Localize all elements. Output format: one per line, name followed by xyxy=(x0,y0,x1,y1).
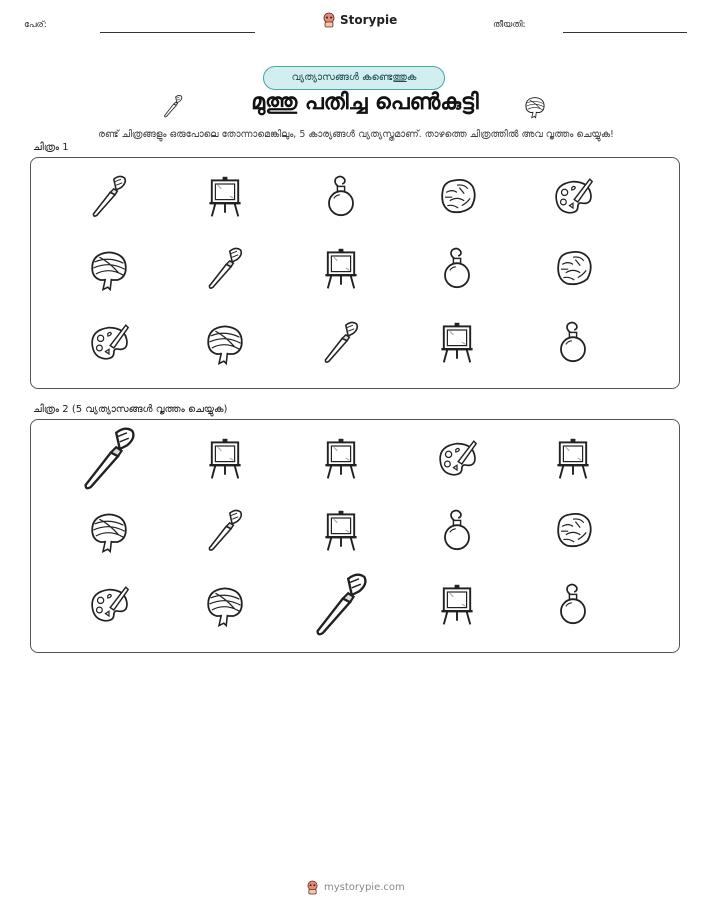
storypie-mascot-icon xyxy=(322,12,336,28)
pearl-icon xyxy=(433,244,481,292)
instructions: രണ്ട് ചിത്രങ്ങളും ഒരുപോലെ തോന്നാമെങ്കിലും, 5 കാര്യങ്ങൾ വ്യത്യസ്തമാണ്. താഴത്തെ ചിത്രത്തിൽ അവ വൃത്തം ചെയ്യുക! xyxy=(98,129,614,140)
brush-large-icon[interactable] xyxy=(73,422,145,494)
palette-icon[interactable] xyxy=(433,434,481,482)
storypie-mascot-icon xyxy=(306,880,319,895)
picture2-label: ചിത്രം 2 (5 വ്യത്യാസങ്ങൾ വൃത്തം ചെയ്യുക) xyxy=(33,404,228,415)
palette-icon xyxy=(85,318,133,366)
footer xyxy=(306,880,405,895)
easel-icon[interactable] xyxy=(317,506,365,554)
easel-icon[interactable] xyxy=(433,580,481,628)
rock-icon[interactable] xyxy=(549,506,597,554)
brush-icon xyxy=(85,172,133,220)
picture1-label: ചിത്രം 1 xyxy=(33,142,69,153)
easel-icon[interactable] xyxy=(201,434,249,482)
easel-icon xyxy=(317,244,365,292)
palette-icon[interactable] xyxy=(85,580,133,628)
palette-icon xyxy=(549,172,597,220)
rock-icon xyxy=(549,244,597,292)
turban-icon xyxy=(201,318,249,366)
brush-icon[interactable] xyxy=(201,506,249,554)
pearl-icon[interactable] xyxy=(549,580,597,628)
easel-icon[interactable] xyxy=(317,434,365,482)
footer-site: mystorypie.com xyxy=(324,882,405,893)
storypie-logo xyxy=(322,12,397,28)
brush-large-icon[interactable] xyxy=(305,568,377,640)
date-field[interactable] xyxy=(563,32,687,33)
pearl-icon xyxy=(549,318,597,366)
easel-icon xyxy=(433,318,481,366)
pearl-icon[interactable] xyxy=(433,506,481,554)
worksheet-type-badge: വ്യത്യാസങ്ങൾ കണ്ടെത്തുക xyxy=(263,66,445,90)
easel-icon[interactable] xyxy=(549,434,597,482)
worksheet-title: മുത്തു പതിച്ച പെൺകുട്ടി xyxy=(251,90,479,115)
rock-icon xyxy=(433,172,481,220)
turban-icon xyxy=(85,244,133,292)
brand-name: Storypie xyxy=(340,13,398,27)
turban-icon[interactable] xyxy=(201,580,249,628)
pearl-icon xyxy=(317,172,365,220)
turban-icon xyxy=(522,92,548,120)
name-field[interactable] xyxy=(100,32,255,33)
date-label: തീയതി: xyxy=(493,20,526,30)
name-label: പേര്: xyxy=(24,20,47,30)
picture2-panel[interactable] xyxy=(30,419,680,653)
brush-icon xyxy=(201,244,249,292)
easel-icon xyxy=(201,172,249,220)
brush-icon xyxy=(317,318,365,366)
turban-icon[interactable] xyxy=(85,506,133,554)
brush-icon xyxy=(160,92,186,120)
picture1-panel xyxy=(30,157,680,389)
